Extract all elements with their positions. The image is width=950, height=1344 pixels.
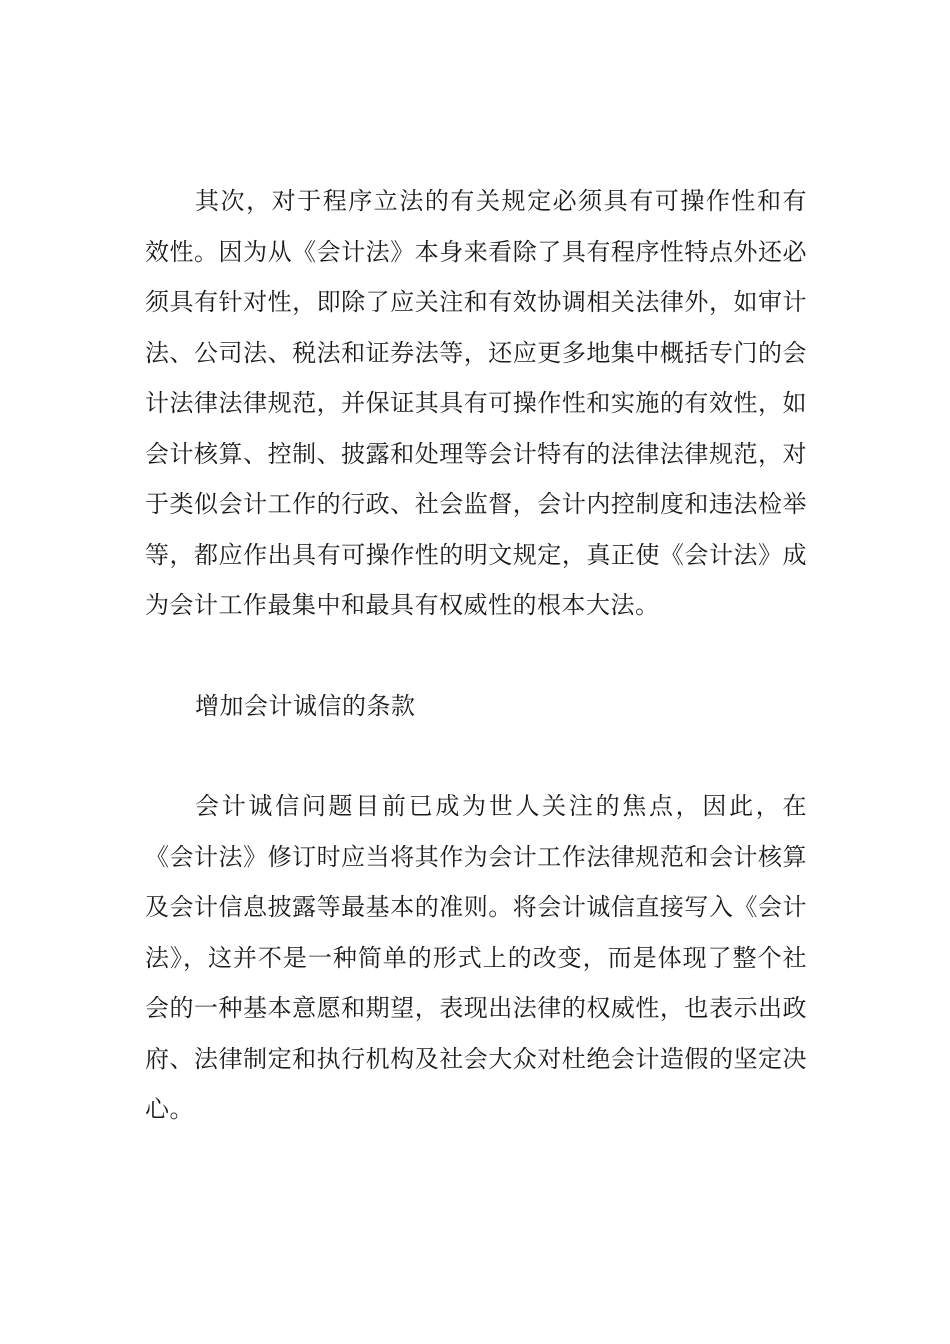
document-body (145, 176, 807, 1135)
paragraph-procedural-legislation: 其次，对于程序立法的有关规定必须具有可操作性和有效性。因为从《会计法》本身来看除了具有程序性特点外还必须具有针对性，即除了应关注和有效协调相关法律外，如审计法、公司法、税法和证券法等，还应更多地集中概括专门的会计法律法律规范，并保证其具有可操作性和实施的有效性，如会计核算、控制、披露和处理等会计特有的法律法律规范，对于类似会计工作的行政、社会监督，会计内控制度和违法检举等，都应作出具有可操作性的明文规定，真正使《会计法》成为会计工作最集中和最具有权威性的根本大法。 (145, 187, 807, 619)
paragraph-accounting-integrity: 会计诚信问题目前已成为世人关注的焦点，因此，在《会计法》修订时应当将其作为会计工作法律规范和会计核算及会计信息披露等最基本的准则。将会计诚信直接写入《会计法》，这并不是一种简单的形式上的改变，而是体现了整个社会的一种基本意愿和期望，表现出法律的权威性，也表示出政府、法律制定和执行机构及社会大众对杜绝会计造假的坚定决心。 (145, 792, 807, 1123)
section-heading: 增加会计诚信的条款 (195, 691, 416, 720)
paragraph-gap (145, 731, 807, 781)
paragraph-gap (145, 631, 807, 681)
